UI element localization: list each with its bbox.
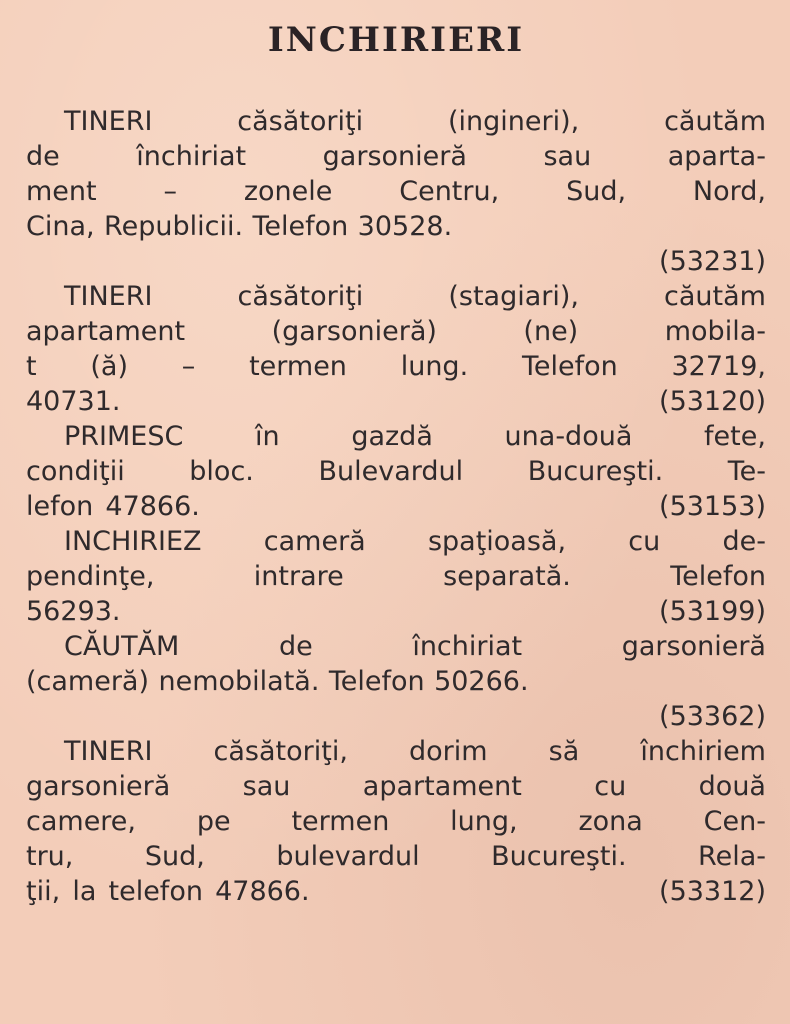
classified-ad	[26, 734, 766, 909]
ad-code: (53120)	[659, 386, 766, 417]
ad-word: pendinţe,	[26, 561, 155, 592]
ad-code-line	[26, 244, 766, 279]
ad-word: două	[698, 771, 766, 802]
ad-word: 30528.	[357, 211, 453, 242]
ad-word: Nord,	[692, 176, 766, 207]
ad-line	[26, 804, 766, 839]
ad-code: (53362)	[659, 701, 766, 732]
ad-word: bulevardul	[276, 841, 420, 872]
ad-line	[26, 594, 766, 629]
ad-code: (53199)	[659, 596, 766, 627]
ad-word: să	[548, 736, 580, 767]
ad-word: Bucureşti.	[527, 456, 664, 487]
ad-line-words	[26, 594, 120, 629]
ad-word: ţii,	[26, 876, 61, 907]
ad-word: aparta-	[667, 141, 766, 172]
ad-word: bloc.	[189, 456, 254, 487]
classified-ad	[26, 629, 766, 734]
ad-word: apartament	[362, 771, 522, 802]
ads-list	[26, 104, 766, 909]
ad-word: 50266.	[434, 666, 529, 697]
ad-code: (53153)	[659, 491, 766, 522]
ad-word: mobila-	[664, 316, 766, 347]
ad-word: (stagiari),	[448, 281, 579, 312]
classified-ad	[26, 419, 766, 524]
ad-word: tru,	[26, 841, 74, 872]
ad-word: una-două	[504, 421, 633, 452]
ad-line-words	[26, 489, 200, 524]
ad-word: ment	[26, 176, 97, 207]
ad-word: condiţii	[26, 456, 125, 487]
ad-word: spaţioasă,	[427, 526, 567, 557]
ad-line	[26, 629, 766, 664]
ad-word: de	[278, 631, 313, 662]
ad-line	[26, 384, 766, 419]
ad-code: (53231)	[659, 246, 766, 277]
ad-word: (cameră)	[26, 666, 150, 697]
ad-word: închiriat	[136, 141, 247, 172]
ad-word: dorim	[409, 736, 488, 767]
ad-word: închiriat	[412, 631, 523, 662]
ad-word: cu	[594, 771, 627, 802]
ad-word: CĂUTĂM	[64, 631, 180, 662]
ad-word: lung,	[450, 806, 518, 837]
ad-word: Telefon	[670, 561, 766, 592]
ad-word: căutăm	[664, 106, 766, 137]
ad-line	[26, 839, 766, 874]
ad-word: de-	[722, 526, 766, 557]
ad-line	[26, 524, 766, 559]
ad-word: sau	[543, 141, 592, 172]
ad-word: Te-	[727, 456, 766, 487]
ad-word: (ne)	[523, 316, 579, 347]
ad-word: intrare	[253, 561, 344, 592]
ad-line-words	[26, 874, 310, 909]
ad-word: 32719,	[671, 351, 766, 382]
ad-word: zonele	[243, 176, 333, 207]
ad-word: fete,	[704, 421, 766, 452]
ad-word: în	[255, 421, 280, 452]
ad-word: 47866.	[105, 491, 200, 522]
ad-word: zona	[578, 806, 643, 837]
ad-word: telefon	[108, 876, 203, 907]
ad-line	[26, 874, 766, 909]
ad-word: Centru,	[399, 176, 500, 207]
ad-line	[26, 174, 766, 209]
ad-word: de	[26, 141, 60, 172]
ad-word: lefon	[26, 491, 94, 522]
ad-line	[26, 489, 766, 524]
ad-word: (garsonieră)	[271, 316, 437, 347]
ad-word: TINERI	[64, 281, 153, 312]
ad-line	[26, 104, 766, 139]
ad-word: căsătoriţi	[237, 281, 364, 312]
ad-word: cu	[628, 526, 661, 557]
ad-word: garsonieră	[322, 141, 467, 172]
ad-word: pe	[196, 806, 231, 837]
ad-word: închiriem	[640, 736, 766, 767]
ad-word: Bucureşti.	[491, 841, 627, 872]
ad-line-words	[26, 384, 120, 419]
ad-word: căutăm	[664, 281, 766, 312]
ad-line	[26, 664, 766, 699]
classified-ad	[26, 104, 766, 279]
ad-word: separată.	[443, 561, 571, 592]
ad-word: (ingineri),	[447, 106, 580, 137]
ad-word: Sud,	[566, 176, 627, 207]
ad-word: apartament	[26, 316, 186, 347]
ad-word: cameră	[263, 526, 366, 557]
ad-word: –	[181, 351, 196, 382]
ad-line	[26, 139, 766, 174]
ad-word: TINERI	[64, 106, 153, 137]
ad-word: lung.	[400, 351, 469, 382]
section-title: INCHIRIERI	[267, 20, 525, 60]
ad-line	[26, 349, 766, 384]
ad-word: căsătoriţi,	[213, 736, 348, 767]
ad-code-line	[26, 699, 766, 734]
ad-word: INCHIRIEZ	[64, 526, 202, 557]
ad-word: termen	[291, 806, 390, 837]
ad-word: căsătoriţi	[237, 106, 364, 137]
ad-word: 47866.	[215, 876, 310, 907]
classified-ad	[26, 524, 766, 629]
ad-word: 56293.	[26, 596, 121, 627]
ad-word: Bulevardul	[318, 456, 464, 487]
ad-line	[26, 454, 766, 489]
ad-word: Telefon	[328, 666, 425, 697]
ad-line	[26, 559, 766, 594]
ad-word: nemobilată.	[158, 666, 320, 697]
ad-word: Telefon	[252, 211, 349, 242]
ad-word: termen	[249, 351, 347, 382]
ad-word: –	[163, 176, 177, 207]
ad-word: garsonieră	[26, 771, 171, 802]
ad-code: (53312)	[659, 876, 766, 907]
ad-line	[26, 419, 766, 454]
ad-line	[26, 734, 766, 769]
ad-word: camere,	[26, 806, 137, 837]
ad-word: TINERI	[64, 736, 153, 767]
ad-line	[26, 314, 766, 349]
ad-line	[26, 209, 766, 244]
ad-word: Rela-	[698, 841, 766, 872]
ad-line	[26, 279, 766, 314]
ad-line	[26, 769, 766, 804]
ad-word: PRIMESC	[64, 421, 184, 452]
ad-word: gazdă	[351, 421, 433, 452]
ad-word: (ă)	[90, 351, 128, 382]
classified-ad	[26, 279, 766, 419]
ad-word: t	[26, 351, 37, 382]
ad-word: 40731.	[26, 386, 121, 417]
ad-word: la	[72, 876, 97, 907]
ad-word: Republicii.	[104, 211, 244, 242]
ad-word: Cina,	[26, 211, 95, 242]
ad-word: Cen-	[703, 806, 766, 837]
ad-word: Telefon	[521, 351, 618, 382]
ad-word: garsonieră	[621, 631, 766, 662]
ad-word: Sud,	[144, 841, 205, 872]
ad-word: sau	[242, 771, 291, 802]
